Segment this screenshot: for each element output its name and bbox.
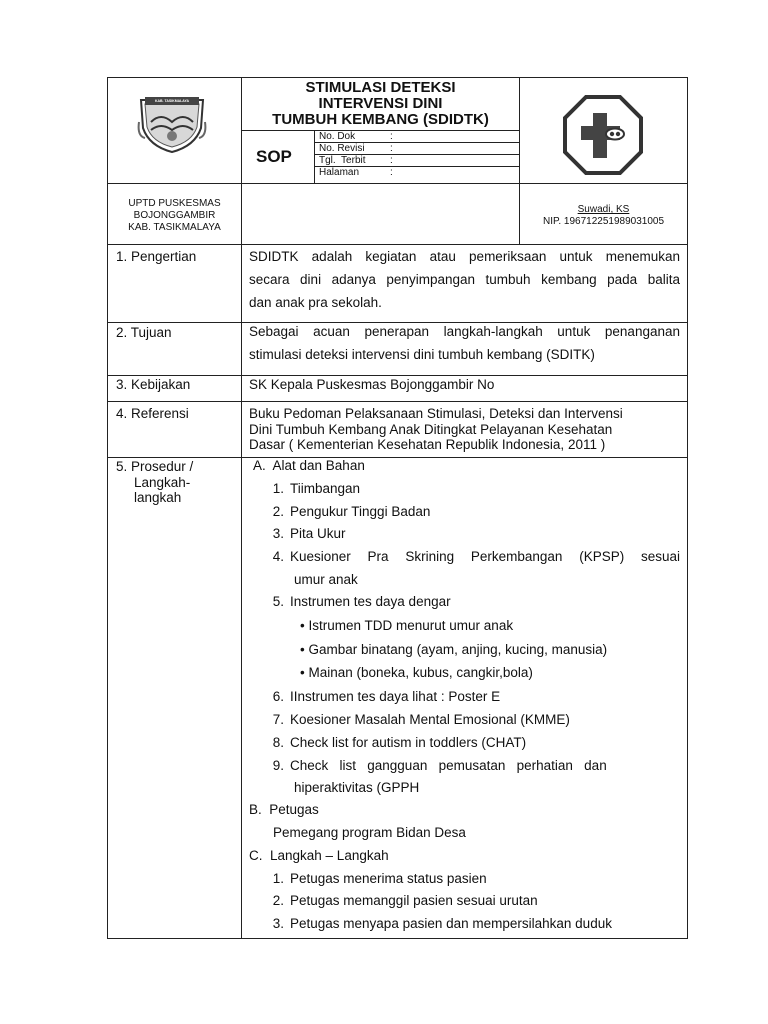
tujuan-line: Sebagai acuan penerapan langkah-langkah untuk penanganan: [249, 324, 680, 339]
bullet-item: • Gambar binatang (ayam, anjing, kucing, manusia): [300, 642, 608, 657]
tujuan-label: 2. Tujuan: [116, 325, 172, 340]
list-item: 3. Pita Ukur: [272, 526, 346, 541]
referensi-text: [249, 406, 680, 453]
langkah-heading: C. Langkah – Langkah: [249, 848, 389, 863]
bullet-dot-icon: •: [300, 665, 305, 680]
list-item: 3. Petugas menyapa pasien dan mempersilahkan duduk: [272, 916, 612, 931]
referensi-line: Dini Tumbuh Kembang Anak Ditingkat Pelayanan Kesehatan: [249, 421, 613, 437]
pengertian-line: dan anak pra sekolah.: [249, 295, 382, 310]
list-item: 6. IInstrumen tes daya lihat : Poster E: [272, 689, 501, 704]
pengertian-line: SDIDTK adalah kegiatan atau pemeriksaan untuk menemukan: [249, 249, 680, 264]
pengertian-label: 1. Pengertian: [116, 249, 197, 264]
regency-logo: [135, 92, 209, 156]
title-line-3: TUMBUH KEMBANG (SDIDTK): [272, 111, 489, 128]
bullet-item: • Istrumen TDD menurut umur anak: [300, 618, 514, 633]
meta-label-no-revisi: No. Revisi: [319, 143, 365, 154]
signer-nip: NIP. 196712251989031005: [542, 216, 665, 227]
list-item-continuation: umur anak: [294, 572, 358, 587]
list-item: 2. Pengukur Tinggi Badan: [272, 504, 431, 519]
puskesmas-logo: [562, 94, 644, 176]
title-line-1: STIMULASI DETEKSI: [305, 79, 456, 96]
org-line-1: UPTD PUSKESMAS: [128, 198, 221, 209]
pengertian-text: [249, 245, 680, 314]
meta-sep: :: [390, 155, 393, 166]
org-line-3: KAB. TASIKMALAYA: [128, 222, 221, 233]
kebijakan-text: SK Kepala Puskesmas Bojonggambir No: [249, 377, 495, 392]
meta-sep: :: [390, 167, 393, 178]
prosedur-label-line: langkah: [134, 490, 182, 505]
logo-caption: KAB. TASIKMALAYA: [154, 99, 190, 103]
organization-name: [108, 198, 241, 234]
title-line-2: INTERVENSI DINI: [318, 95, 443, 112]
referensi-line: Buku Pedoman Pelaksanaan Stimulasi, Deteksi dan Intervensi: [249, 406, 623, 421]
pengertian-line: secara dini adanya penyimpangan tumbuh kembang pada balita: [249, 272, 680, 287]
bullet-dot-icon: •: [300, 642, 305, 657]
referensi-line: Dasar ( Kementerian Kesehatan Republik Indonesia, 2011 ): [249, 437, 606, 452]
org-line-2: BOJONGGAMBIR: [133, 210, 216, 221]
list-item: 1. Petugas menerima status pasien: [272, 871, 487, 886]
meta-label-no-dok: No. Dok: [319, 131, 356, 142]
meta-sep: :: [390, 131, 393, 142]
sop-label: SOP: [256, 147, 292, 166]
list-item: 8. Check list for autism in toddlers (CHAT): [272, 735, 527, 750]
kebijakan-label: 3. Kebijakan: [116, 377, 191, 392]
petugas-heading: B. Petugas: [249, 802, 319, 817]
list-item: 5. Instrumen tes daya dengar: [272, 594, 451, 609]
document-title: [242, 80, 519, 128]
list-item: 9. Check list gangguan pemusatan perhatian dan: [272, 758, 607, 773]
signer-block: [520, 204, 687, 228]
petugas-text: Pemegang program Bidan Desa: [273, 825, 466, 840]
meta-label-tgl-terbit: Tgl. Terbit: [319, 155, 366, 166]
list-item: 1. Tiimbangan: [272, 481, 361, 496]
prosedur-label-line: Langkah-: [134, 474, 191, 490]
signer-name: Suwadi, KS: [577, 204, 630, 215]
prosedur-label-line: 5. Prosedur /: [116, 459, 194, 474]
bullet-dot-icon: •: [300, 618, 305, 633]
meta-sep: :: [390, 143, 393, 154]
list-item: 2. Petugas memanggil pasien sesuai urutan: [272, 893, 538, 908]
alat-bahan-heading: A. Alat dan Bahan: [253, 458, 365, 473]
referensi-label: 4. Referensi: [116, 406, 189, 421]
meta-label-halaman: Halaman: [319, 167, 360, 178]
list-item: 7. Koesioner Masalah Mental Emosional (KMME): [272, 712, 570, 727]
list-item: 4. Kuesioner Pra Skrining Perkembangan (KPSP) sesuai: [272, 549, 680, 564]
tujuan-text: [249, 320, 680, 366]
tujuan-line: stimulasi deteksi intervensi dini tumbuh kembang (SDITK): [249, 347, 595, 362]
list-item-continuation: hiperaktivitas (GPPH: [294, 780, 420, 795]
prosedur-label: [116, 459, 193, 506]
bullet-item: • Mainan (boneka, kubus, cangkir,bola): [300, 665, 533, 680]
